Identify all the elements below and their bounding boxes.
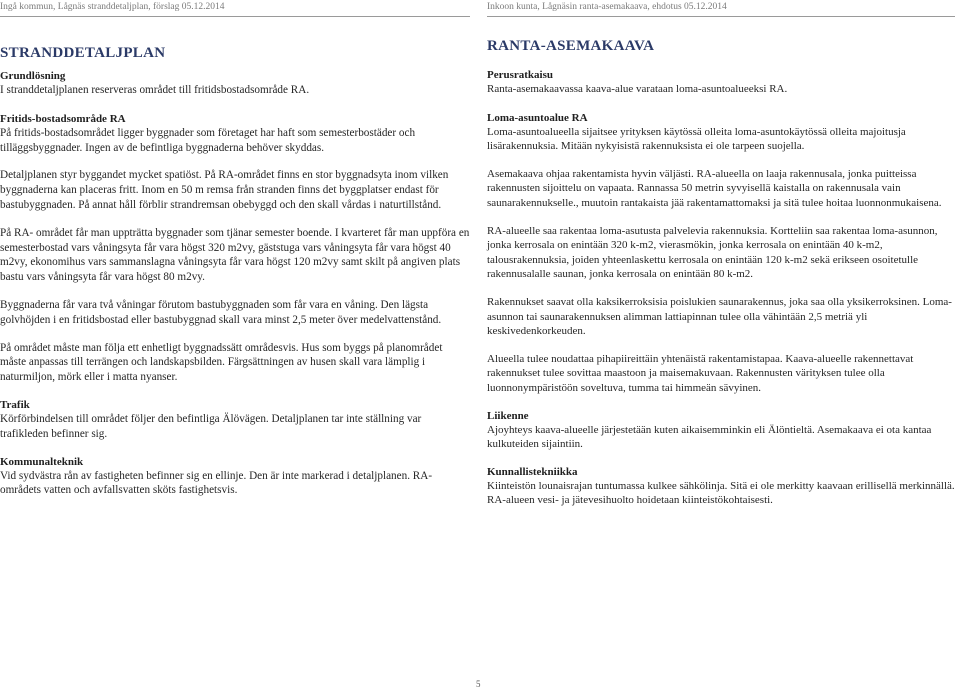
paragraph <box>487 352 955 396</box>
section-text: Vid sydvästra rån av fastigheten befinner sig en ellinje. Den är inte markerad i detaljplanen. RA-områdets vatten och avfallsvatten sköts fastighetsvis. <box>0 469 433 497</box>
section-fritids-bostadsomrade <box>0 112 470 156</box>
section-title-left: STRANDDETALJPLAN <box>0 45 166 61</box>
paragraph <box>0 168 470 212</box>
section-heading: Fritids-bostadsområde RA <box>0 112 126 125</box>
paragraph <box>0 298 470 328</box>
section-text: Detaljplanen styr byggandet mycket spatiöst. På RA-området finns en stor byggnadsyta inom vilken byggnaderna kan placeras fritt. Inom en 50 m remsa från stranden finns det byggplatser endast för bastubyggnaden. På annat håll förblir strandremsan obebyggd och den skall vårdas i naturtillstånd. <box>0 169 449 211</box>
section-text: Ranta-asemakaavassa kaava-alue varataan loma-asuntoalueeksi RA. <box>487 83 788 95</box>
section-text: På fritids-bostadsområdet ligger byggnader som företaget har haft som semesterbostäder och tilläggsbyggnader. Ingen av de befintliga byggnaderna behöver skyddas. <box>0 126 416 154</box>
section-text: Rakennukset saavat olla kaksikerroksisia poislukien saunarakennus, joka saa olla yksikerroksinen. Loma-asunnon tai saunarakennuksen alimman lattiapinnan tulee olla vähintään 2,5 metriä yli keskivedenkorkeuden. <box>487 295 952 338</box>
section-heading: Kommunalteknik <box>0 455 84 468</box>
section-grundlosning <box>0 69 470 98</box>
section-text: Asemakaava ohjaa rakentamista hyvin väljästi. RA-alueella on laaja rakennusala, jonka puitteissa rakennusten sijoittelu on vapaata. Rannassa 50 metrin syvyisellä kaistalla on rakennusala vain saunarakennukselle., muutoin rantakaista jää rakentamattomaksi ja sitä tulee hoitaa luonnonmukaisena. <box>487 167 942 209</box>
paragraph <box>487 224 955 282</box>
section-trafik <box>0 398 470 442</box>
section-text: Loma-asuntoalueella sijaitsee yrityksen käytössä olleita loma-asuntokäytössä olleita majoitusja lisärakennuksia. Mitään nykyisistä rakennuksista ei ole tarpeen suojella. <box>487 125 906 153</box>
running-header-left: Ingå kommun, Lågnäs stranddetaljplan, förslag 05.12.2014 <box>0 2 225 12</box>
section-text: Alueella tulee noudattaa pihapiireittäin yhtenäistä rakentamistapaa. Kaava-alueelle rakennettavat rakennukset tulee sovittaa maastoon ja maisemakuvaan. Rakennusten värityksen tulee olla luonnonympäristöön soveltuva, tumma tai himmeän sävyinen. <box>487 352 914 394</box>
section-title-right: RANTA-ASEMAKAAVA <box>487 38 655 54</box>
section-heading: Grundlösning <box>0 70 66 82</box>
section-text: Körförbindelsen till området följer den befintliga Älövägen. Detaljplanen tar inte ställning var trafikleden befinner sig. <box>0 412 422 440</box>
section-text: Byggnaderna får vara två våningar förutom bastubyggnaden som får vara en våning. Den lägsta golvhöjden i en fritidsbostad eller bastubyggnad skall vara minst 2,5 meter över medelvattenstånd. <box>0 298 442 326</box>
section-kunnallistekniikka <box>487 465 955 508</box>
section-text: I stranddetaljplanen reserveras området till fritidsbostadsområde RA. <box>0 84 310 96</box>
section-liikenne <box>487 409 955 452</box>
section-heading: Kunnallistekniikka <box>487 465 578 478</box>
page-number: 5 <box>476 679 481 689</box>
section-heading: Trafik <box>0 398 30 411</box>
section-heading: Liikenne <box>487 409 529 422</box>
section-text: På RA- området får man uppträtta byggnader som tjänar semester boende. I kvarteret får man uppföra en semesterbostad vars våningsyta får vara högst 320 m2vy, gäststuga vars våningsyta får vara högst 40 m2vy, ekonomihus vars sammanslagna våningsyta får vara högst 120 m2vy samt skilt på angiven plats bastu vars våningsyta får vara högst 80 m2vy. <box>0 226 470 284</box>
header-rule-right <box>487 16 955 17</box>
section-kommunalteknik <box>0 455 470 499</box>
header-rule-left <box>0 16 470 17</box>
paragraph <box>0 226 470 285</box>
finnish-column <box>487 0 955 508</box>
paragraph <box>487 295 955 339</box>
section-text: På området måste man följa ett enhetligt byggnadssätt områdesvis. Hus som byggs på planområdet måste anpassas till terrängen och landskapsbilden. Färgsättningen av husen skall vara lämplig i naturmiljon, mörk eller i matta nyanser. <box>0 341 443 384</box>
section-text: Kiinteistön lounaisrajan tuntumassa kulkee sähkölinja. Sitä ei ole merkitty kaavaan erillisellä merkinnällä. RA-alueen vesi- ja jätevesihuolto hoidetaan kiinteistökohtaisesti. <box>487 479 955 507</box>
running-header-right: Inkoon kunta, Lågnäsin ranta-asemakaava, ehdotus 05.12.2014 <box>487 2 727 12</box>
paragraph <box>487 167 955 211</box>
section-text: RA-alueelle saa rakentaa loma-asutusta palvelevia rakennuksia. Kortteliin saa rakentaa loma-asunnon, jonka kerrosala on enintään 320 k-m2, vierasmökin, jonka kerrosala on enintään 40 k-m2, talousrakennuksia, joiden yhteenlaskettu kerrosala on enintään 120 k-m2 sekä erikseen osoitetulle rakennusalalle saunan, jonka kerrosala on enintään 80 k-m2. <box>487 224 938 281</box>
section-heading: Perusratkaisu <box>487 69 553 81</box>
section-text: Ajoyhteys kaava-alueelle järjestetään kuten aikaisemminkin eli Älöntieltä. Asemakaava ei ota kantaa kulkuteiden sijaintiin. <box>487 423 932 451</box>
swedish-column <box>0 0 470 498</box>
section-heading: Loma-asuntoalue RA <box>487 111 588 124</box>
section-loma-asuntoalue <box>487 111 955 154</box>
section-perusratkaisu <box>487 68 955 97</box>
paragraph <box>0 341 470 385</box>
